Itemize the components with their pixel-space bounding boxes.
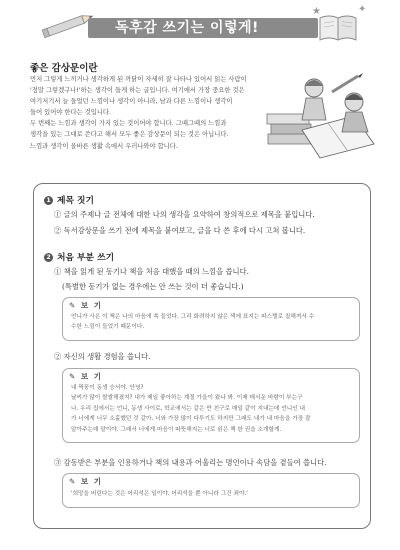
- intro-line: 생각을 있는 그대로 쓴다고 해서 모두 좋은 감상문이 되는 것은 아닙니다.: [30, 131, 229, 139]
- section-item: ② 독서감상문을 쓰기 전에 제목을 붙여보고, 글을 다 쓴 후에 다시 고쳐 봅니다.: [54, 226, 306, 235]
- pencil-icon: ✎: [69, 372, 77, 381]
- intro-paragraph: [30, 74, 260, 152]
- section-item: ① 책을 읽게 된 동기나 책을 처음 대했을 때의 느낌을 씁니다.: [54, 267, 249, 276]
- intro-line: 두 번째는 느낌과 생각이 가지 있는 것이어야 합니다. 그때그때의 느낌과: [30, 120, 227, 128]
- star-icon: ★: [312, 6, 321, 17]
- section-item: ① 글의 주제나 글 전체에 대한 나의 생각을 요약하여 창의적으로 제목을 붙입니다.: [54, 210, 315, 219]
- reading-children-illustration: [262, 72, 382, 176]
- section-heading: [44, 193, 94, 206]
- example-box: [62, 473, 360, 508]
- intro-line: 여기저기서 늘 들었던 느낌이나 생각이 아니라, 남과 다른 느낌이나 생각이: [30, 98, 233, 106]
- pencil-icon: ✎: [69, 477, 77, 486]
- intro-line: 들어 있어야 한다는 것입니다.: [30, 109, 111, 117]
- example-text: 내 짝꿍이 동생 승서야. 안녕? 날씨가 많이 쌀쌀해졌지? 내가 제일 좋아하는 계절 가을이 왔나 봐. 이제 매서운 바람이 부는구 나. 우리 집에서는 언니, 동생 사이로, 학교에서는 같은 반 친구로 매일 같이 지내는데 언니인 내 가 너에게 너무 소홀했던 것 같아. 너와 가장 많이 다투기도 하지만 그래도 내가 내 마음을 가장 잘 알아주는데 말이야. 그래서 너에게 마음이 따뜻해지는 너로 읽은 책 한 권을 소개할게.: [71, 385, 311, 433]
- banner-title: 독후감 쓰기는 이렇게!: [115, 20, 259, 36]
- intro-line: 먼저 그렇게 느끼거나 생각하게 된 까닭이 자세히 잘 나타나 있어서 읽는 사람이: [30, 76, 247, 83]
- intro-line: 느낌과 생각이 올바른 생활 속에서 우러나와야 합니다.: [30, 142, 178, 150]
- title-banner: [88, 14, 318, 38]
- example-box: [62, 368, 360, 443]
- pencil-icon: ✎: [69, 301, 77, 310]
- intro-line: '정말 그렇겠구나!'하는 생각이 들게 하는 글입니다. 여기에서 가장 중요한 것은: [30, 87, 245, 95]
- example-text: '희망을 버린다는 것은 어리석은 일이야. 어리석을 뿐 아니라 그건 죄야.': [71, 491, 248, 497]
- example-label: ✎ 보 기: [69, 372, 103, 381]
- section-item-note: (특별한 동기가 없는 경우에는 안 쓰는 것이 더 좋습니다.): [62, 282, 244, 291]
- intro-heading: 좋은 감상문이란: [30, 63, 98, 74]
- example-label: ✎ 보 기: [69, 301, 103, 310]
- example-label: ✎ 보 기: [69, 477, 103, 486]
- section-number-badge: 1: [44, 196, 53, 205]
- section-title: 처음 부분 쓰기: [57, 253, 115, 263]
- section-item: ③ 감동받은 부분을 인용하거나 책의 내용과 어울리는 명언이나 속담을 곁들여 씁니다.: [54, 458, 327, 467]
- section-heading: [44, 250, 114, 263]
- section-item: ② 자신의 생활 경험을 씁니다.: [54, 352, 151, 361]
- example-box: [62, 297, 360, 341]
- section-number-badge: 2: [44, 253, 53, 262]
- example-text: 언니가 사온 이 책은 나의 마음에 쏙 들었다. 그리 화려하지 않은 색에 표지는 파스텔로 칠해져서 수 수한 느낌이 들었기 때문이다.: [71, 314, 315, 331]
- open-book-illustration: [316, 8, 360, 48]
- star-icon: ✦: [358, 4, 367, 15]
- section-title: 제목 짓기: [57, 196, 95, 206]
